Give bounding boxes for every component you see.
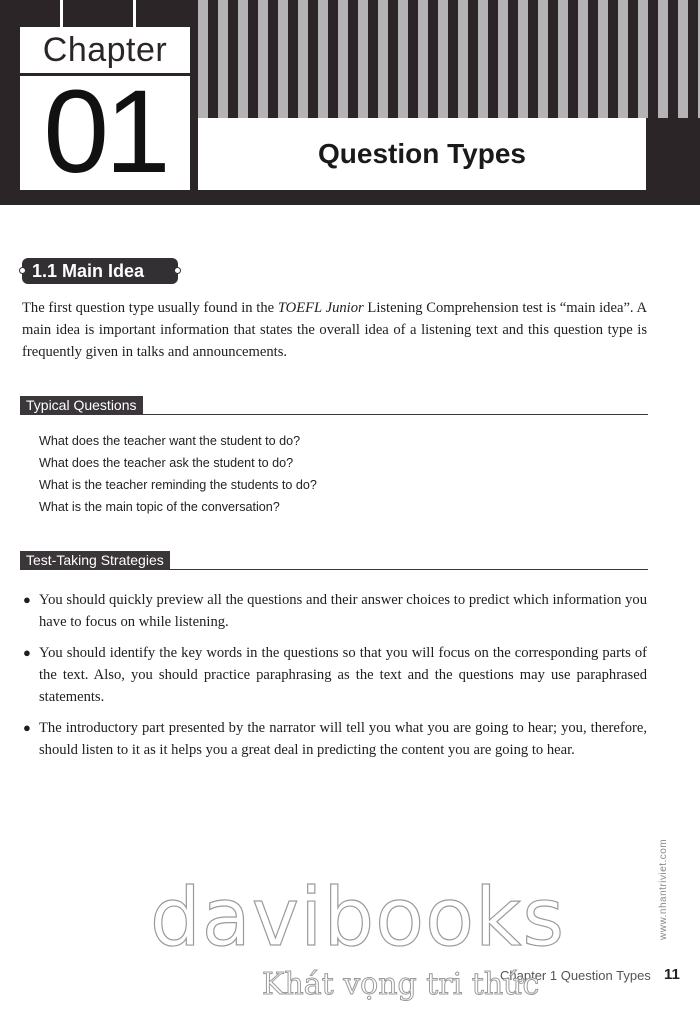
publisher-url: www.nhantriviet.com — [658, 838, 669, 940]
intro-paragraph — [22, 297, 647, 363]
list-item — [22, 589, 647, 633]
section-heading — [22, 258, 178, 284]
list-item: What is the main topic of the conversation? — [39, 500, 280, 514]
question-list — [39, 430, 317, 518]
heading-rule — [20, 569, 648, 570]
bullet-icon: ● — [23, 720, 31, 735]
list-item — [22, 642, 647, 708]
chapter-card — [20, 27, 190, 198]
watermark-tagline: Khát vọng tri thức — [262, 967, 540, 1002]
striped-pattern — [198, 0, 700, 118]
section-heading-text: 1.1 Main Idea — [32, 260, 145, 281]
typical-questions-heading — [20, 396, 648, 416]
binder-hook-left — [60, 0, 63, 30]
binder-hook-right — [133, 0, 136, 30]
chapter-number: 01 — [43, 66, 167, 198]
list-item — [22, 717, 647, 761]
typical-questions-label: Typical Questions — [20, 396, 143, 415]
chapter-banner — [0, 0, 700, 205]
strategy-text: You should quickly preview all the questions and their answer choices to predict which information you have to focus on while listening. — [39, 592, 647, 630]
watermark-logo: davibooks — [150, 871, 566, 964]
strategies-heading — [20, 551, 648, 571]
intro-text-start: The first question type usually found in the — [22, 300, 278, 316]
running-footer: Chapter 1 Question Types — [500, 968, 651, 983]
list-item: What does the teacher want the student to do? — [39, 434, 301, 448]
chapter-title-box — [198, 118, 646, 190]
intro-text-end: Listening Comprehension test is “main idea”. A main idea is important information that states the overall idea of a listening text and this question type is frequently given in talks and announcements. — [22, 300, 648, 360]
strategy-list — [22, 589, 647, 770]
strategy-text: The introductory part presented by the narrator will tell you what you are going to hear; you, therefore, should listen to it as it helps you a great deal in predicting the content you are going to hear. — [39, 720, 647, 758]
chapter-label: Chapter — [42, 31, 168, 69]
bullet-icon: ● — [23, 592, 31, 607]
heading-dot-right — [174, 267, 181, 274]
list-item: What does the teacher ask the student to do? — [39, 456, 294, 470]
heading-dot-left — [19, 267, 26, 274]
strategy-text: You should identify the key words in the questions so that you will focus on the corresponding parts of the text. Also, you should practice paraphrasing as the text and the questions may use paraphrased statements. — [39, 645, 647, 705]
heading-rule — [20, 414, 648, 415]
page-number: 11 — [664, 966, 680, 983]
intro-italic-term: TOEFL Junior — [277, 300, 364, 316]
list-item: What is the teacher reminding the students to do? — [39, 478, 317, 492]
bullet-icon: ● — [23, 645, 31, 660]
strategies-label: Test-Taking Strategies — [20, 551, 170, 570]
chapter-title: Question Types — [318, 138, 526, 169]
